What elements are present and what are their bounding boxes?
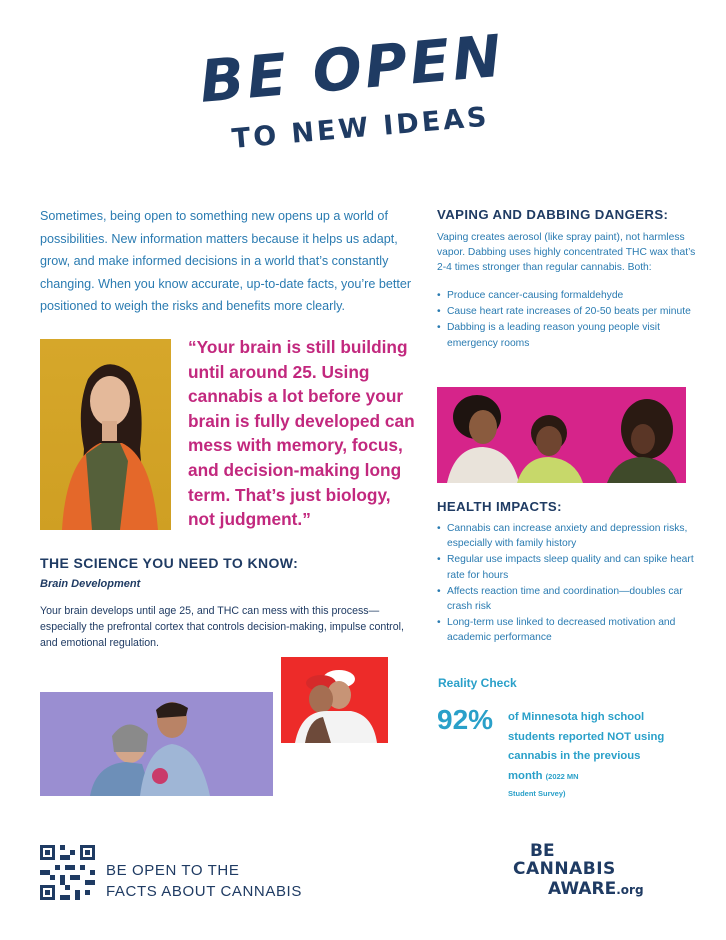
stat-source-part1: (2022 MN: [545, 771, 579, 781]
vaping-list: [437, 288, 697, 352]
page-subtitle: TO NEW IDEAS: [230, 101, 491, 155]
page-title: BE OPEN: [197, 21, 507, 116]
list-item: • Cannabis can increase anxiety and depression risks, especially with family history: [437, 521, 697, 551]
list-item: • Affects reaction time and coordination—doubles car crash risk: [437, 584, 697, 614]
stat-text: of Minnesota high school students reported NOT using cannabis in the previous month: [508, 711, 665, 782]
qr-code[interactable]: [40, 845, 95, 900]
health-list: [437, 521, 697, 647]
footer-tagline: [106, 860, 302, 902]
be-cannabis-aware-logo[interactable]: [513, 843, 691, 903]
logo-org: .org: [616, 883, 644, 897]
stat-source-part2: Student Survey): [508, 789, 566, 798]
list-item: • Regular use impacts sleep quality and can spike heart rate for hours: [437, 552, 697, 582]
couple-photo: [281, 657, 388, 743]
science-paragraph: Your brain develops until age 25, and THC can mess with this process—especially the prefrontal cortex that controls decision-making, impulse control, and emotional regulation.: [40, 605, 404, 649]
list-item: • Long-term use linked to decreased motivation and academic performance: [437, 615, 697, 645]
stat-percentage: 92%: [437, 704, 494, 735]
list-item: • Cause heart rate increases of 20-50 beats per minute: [437, 304, 697, 319]
intro-paragraph: Sometimes, being open to something new opens up a world of possibilities. New information matters because it helps us adapt, grow, and make informed decisions in a world that’s constantly changing. When you know accurate, up-to-date facts, you’re better positioned to weigh the risks and benefits more clearly.: [40, 209, 412, 313]
science-heading: THE SCIENCE YOU NEED TO KNOW:: [40, 555, 299, 571]
health-heading: HEALTH IMPACTS:: [437, 499, 562, 514]
qr-code-icon: [40, 845, 95, 900]
woman-portrait-image: [40, 339, 171, 530]
brain-development-subheading: Brain Development: [40, 578, 141, 590]
logo-line-1: BE: [530, 841, 555, 861]
vaping-heading: VAPING AND DABBING DANGERS:: [437, 207, 669, 222]
logo-line-2: CANNABIS: [513, 859, 616, 879]
list-item: • Produce cancer-causing formaldehyde: [437, 288, 697, 303]
family-photo: [40, 692, 273, 796]
stat-description: [508, 708, 668, 786]
family-image: [40, 692, 273, 796]
list-item: • Dabbing is a leading reason young people visit emergency rooms: [437, 320, 697, 350]
reality-check-label: Reality Check: [438, 676, 517, 690]
couple-image: [281, 657, 388, 743]
vaping-paragraph: Vaping creates aerosol (like spray paint), not harmless vapor. Dabbing uses highly concentrated THC wax that’s 2-4 times stronger than regular cannabis. Both:: [437, 232, 696, 274]
friends-laughing-image: [437, 387, 686, 483]
logo-line-3: [548, 879, 644, 900]
footer-line-2: FACTS ABOUT CANNABIS: [106, 883, 302, 900]
logo-aware: AWARE: [548, 879, 617, 899]
footer-line-1: BE OPEN TO THE: [106, 862, 240, 879]
portrait-photo: [40, 339, 171, 530]
pull-quote: “Your brain is still building until around 25. Using cannabis a lot before your brain is fully developed can mess with memory, focus, and decision-making long term. That’s just biology, not judgment.”: [188, 337, 415, 530]
friends-photo: [437, 387, 686, 483]
